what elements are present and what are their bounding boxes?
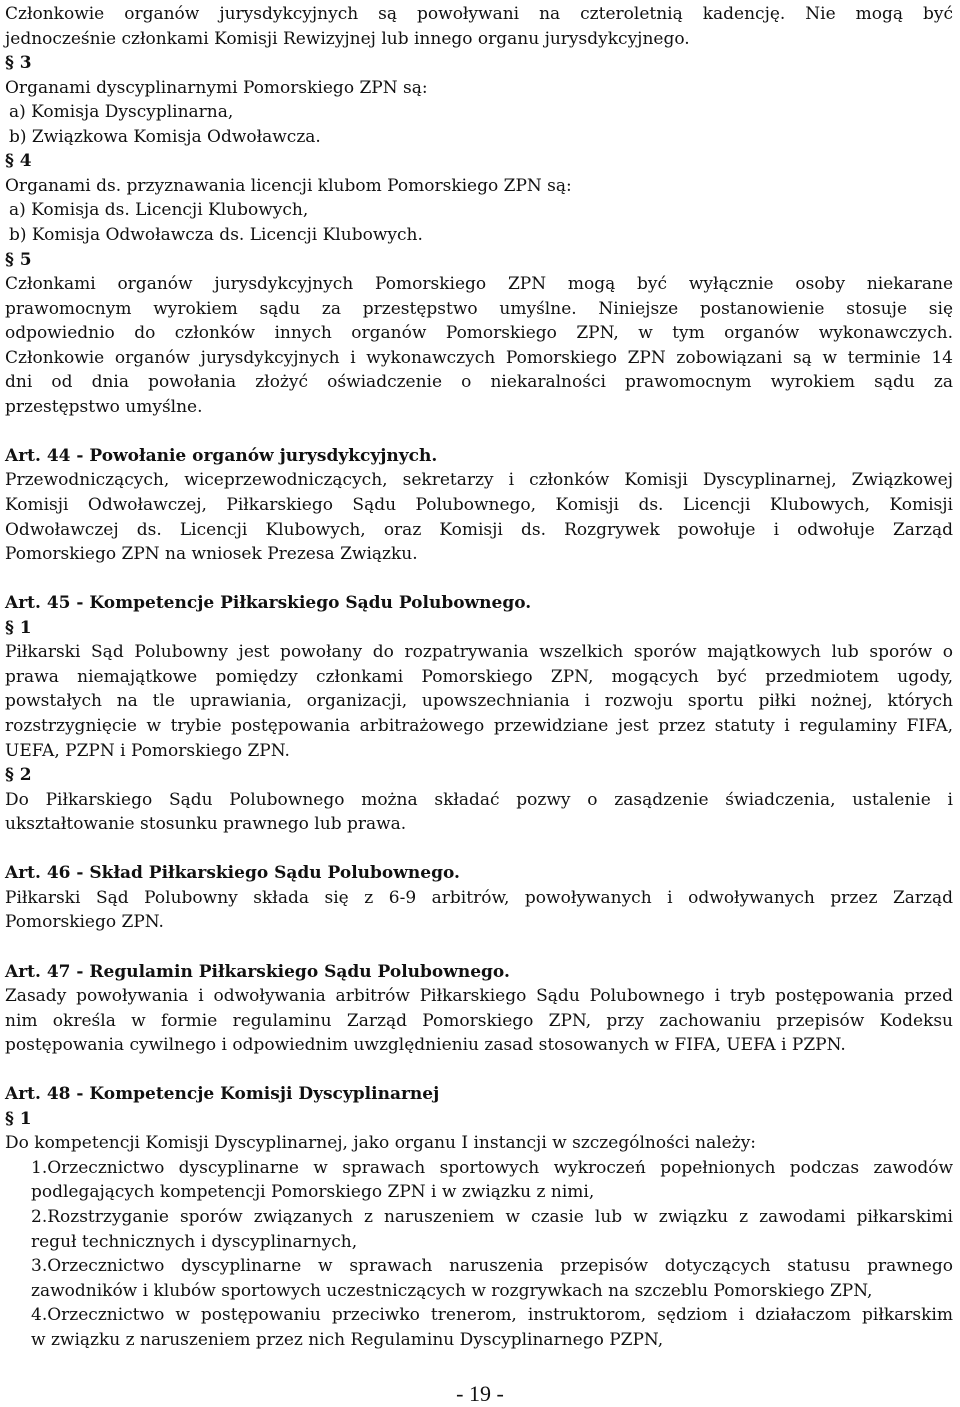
paragraph-line: Piłkarski Sąd Polubowny jest powołany do rozpatrywania wszelkich sporów majątkowych lub sporów o [5, 642, 953, 663]
numbered-list-item: 2.Rozstrzyganie sporów związanych z naruszeniem w czasie lub w związku z zawodami piłkarskimi [31, 1207, 953, 1227]
article-heading: Art. 48 - Kompetencje Komisji Dyscyplinarnej [5, 1084, 440, 1105]
list-item: a) Komisja Dyscyplinarna, [9, 102, 234, 123]
numbered-list-item: reguł technicznych i dyscyplinarnych, [31, 1231, 358, 1252]
section-marker: § 2 [5, 765, 32, 786]
list-item: b) Związkowa Komisja Odwoławcza. [9, 126, 321, 147]
paragraph-line: Organami ds. przyznawania licencji klubom Pomorskiego ZPN są: [5, 175, 572, 196]
paragraph-line: Organami dyscyplinarnymi Pomorskiego ZPN są: [5, 77, 428, 98]
paragraph-line: odpowiednio do członków innych organów Pomorskiego ZPN, w tym organów wykonawczych. [5, 323, 953, 344]
article-heading: Art. 45 - Kompetencje Piłkarskiego Sądu Polubownego. [5, 593, 532, 614]
article-heading: Art. 47 - Regulamin Piłkarskiego Sądu Polubownego. [5, 961, 510, 982]
paragraph-line: UEFA, PZPN i Pomorskiego ZPN. [5, 740, 290, 761]
section-marker: § 4 [5, 151, 32, 172]
paragraph-line: Do kompetencji Komisji Dyscyplinarnej, jako organu I instancji w szczególności należy: [5, 1133, 757, 1154]
paragraph-line: Komisji Odwoławczej, Piłkarskiego Sądu Polubownego, Komisji ds. Licencji Klubowych, Komisji [5, 495, 953, 515]
section-marker: § 5 [5, 249, 32, 270]
paragraph-line: Piłkarski Sąd Polubowny składa się z 6-9 arbitrów, powoływanych i odwoływanych przez Zarząd [5, 887, 953, 908]
paragraph-line: powstałych na tle uprawiania, organizacji, upowszechniania i rozwoju sportu piłki nożnej, których [5, 691, 953, 712]
list-item: b) Komisja Odwoławcza ds. Licencji Klubowych. [9, 225, 423, 245]
paragraph-line: ukształtowanie stosunku prawnego lub prawa. [5, 814, 407, 835]
numbered-list-item: w związku z naruszeniem przez nich Regulaminu Dyscyplinarnego PZPN, [31, 1329, 664, 1350]
numbered-list-item: zawodników i klubów sportowych uczestniczących w rozgrywkach na szczeblu Pomorskiego ZPN, [31, 1280, 873, 1301]
paragraph-line: Pomorskiego ZPN na wniosek Prezesa Związku. [5, 544, 418, 565]
paragraph-line: rozstrzygnięcie w trybie postępowania arbitrażowego przewidziane jest przez statuty i regulaminy FIFA, [5, 716, 953, 736]
numbered-list-item: 4.Orzecznictwo w postępowaniu przeciwko trenerom, instruktorom, sędziom i działaczom piłkarskim [31, 1305, 953, 1326]
paragraph-line: Członkowie organów jurysdykcyjnych są powoływani na czteroletnią kadencję. Nie mogą być [5, 4, 953, 24]
paragraph-line: prawomocnym wyrokiem sądu za przestępstwo umyślne. Niniejsze postanowienie stosuje się [5, 298, 953, 319]
paragraph-line: dni od dnia powołania złożyć oświadczenie o niekaralności prawomocnym wyrokiem sądu za [5, 372, 953, 393]
paragraph-line: Zasady powoływania i odwoływania arbitrów Piłkarskiego Sądu Polubownego i tryb postępowania przed [5, 986, 953, 1006]
paragraph-line: przestępstwo umyślne. [5, 396, 203, 417]
article-heading: Art. 46 - Skład Piłkarskiego Sądu Polubownego. [5, 863, 460, 884]
paragraph-line: nim określa w formie regulaminu Zarząd Pomorskiego ZPN, przy zachowaniu przepisów Kodeksu [5, 1010, 953, 1031]
section-marker: § 1 [5, 1108, 32, 1129]
numbered-list-item: 3.Orzecznictwo dyscyplinarne w sprawach naruszenia przepisów dotyczących statusu prawnego [31, 1256, 953, 1276]
paragraph-line: Przewodniczących, wiceprzewodniczących, sekretarzy i członków Komisji Dyscyplinarnej, Związkowej [5, 470, 953, 491]
paragraph-line: Pomorskiego ZPN. [5, 912, 164, 933]
section-marker: § 1 [5, 617, 32, 638]
list-item: a) Komisja ds. Licencji Klubowych, [9, 200, 309, 221]
paragraph-line: Do Piłkarskiego Sądu Polubownego można składać pozwy o zasądzenie świadczenia, ustalenie i [5, 789, 953, 810]
numbered-list-item: podlegających kompetencji Pomorskiego ZPN i w związku z nimi, [31, 1182, 595, 1203]
numbered-list-item: 1.Orzecznictwo dyscyplinarne w sprawach sportowych wykroczeń popełnionych podczas zawodów [31, 1157, 953, 1178]
page-number: - 19 - [456, 1381, 504, 1406]
paragraph-line: prawa niemajątkowe pomiędzy członkami Pomorskiego ZPN, mogących być przedmiotem ugody, [5, 666, 953, 687]
paragraph-line: postępowania cywilnego i odpowiednim uwzględnieniu zasad stosowanych w FIFA, UEFA i PZPN. [5, 1035, 846, 1056]
section-marker: § 3 [5, 53, 32, 74]
paragraph-line: jednocześnie członkami Komisji Rewizyjnej lub innego organu jurysdykcyjnego. [5, 28, 690, 49]
paragraph-line: Członkami organów jurysdykcyjnych Pomorskiego ZPN mogą być wyłącznie osoby niekarane [5, 274, 953, 295]
article-heading: Art. 44 - Powołanie organów jurysdykcyjnych. [5, 445, 438, 466]
paragraph-line: Członkowie organów jurysdykcyjnych i wykonawczych Pomorskiego ZPN zobowiązani są w terminie 14 [5, 347, 953, 368]
paragraph-line: Odwoławczej ds. Licencji Klubowych, oraz Komisji ds. Rozgrywek powołuje i odwołuje Zarząd [5, 519, 953, 540]
